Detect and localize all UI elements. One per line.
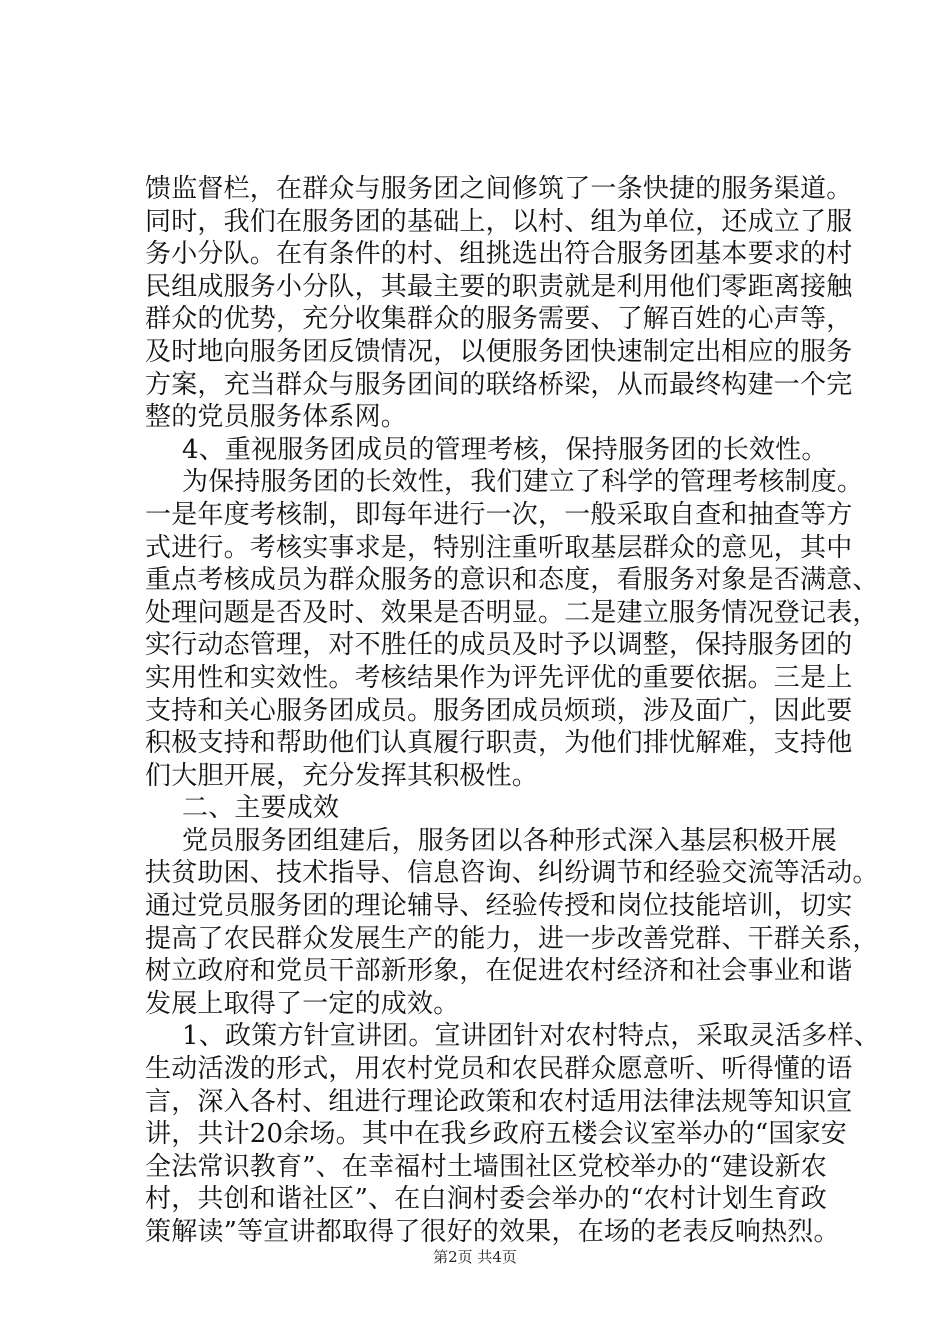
text-line: 党员服务团组建后，服务团以各种形式深入基层积极开展 (182, 825, 838, 856)
text-line: 1、政策方针宣讲团。宣讲团针对农村特点，采取灵活多样、 (182, 1021, 880, 1052)
text-line: 讲，共计20余场。其中在我乡政府五楼会议室举办的“国家安 (145, 1119, 847, 1150)
text-line: 同时，我们在服务团的基础上，以村、组为单位，还成立了服 (145, 206, 853, 237)
text-line: 支持和关心服务团成员。服务团成员烦琐，涉及面广，因此要 (145, 695, 853, 726)
text-line: 式进行。考核实事求是，特别注重听取基层群众的意见，其中 (145, 532, 853, 563)
text-line: 务小分队。在有条件的村、组挑选出符合服务团基本要求的村 (145, 239, 853, 270)
document-body (145, 173, 880, 1249)
text-line: 处理问题是否及时、效果是否明显。二是建立服务情况登记表， (145, 597, 879, 628)
text-line: 一是年度考核制，即每年进行一次，一般采取自查和抽查等方 (145, 499, 853, 530)
text-line: 二、主要成效 (182, 793, 340, 824)
text-line: 村，共创和谐社区”、在白涧村委会举办的“农村计划生育政 (145, 1184, 827, 1215)
text-line: 积极支持和帮助他们认真履行职责，为他们排忧解难，支持他 (145, 728, 853, 759)
text-line: 重点考核成员为群众服务的意识和态度，看服务对象是否满意、 (145, 565, 879, 596)
text-line: 策解读”等宣讲都取得了很好的效果，在场的老表反响热烈。 (145, 1217, 840, 1247)
text-line: 为保持服务团的长效性，我们建立了科学的管理考核制度。 (182, 467, 864, 498)
text-line: 实行动态管理，对不胜任的成员及时予以调整，保持服务团的 (145, 630, 853, 661)
text-line: 民组成服务小分队，其最主要的职责就是利用他们零距离接触 (145, 271, 853, 302)
text-line: 扶贫助困、技术指导、信息咨询、纠纷调节和经验交流等活动。 (145, 858, 879, 889)
text-line: 实用性和实效性。考核结果作为评先评优的重要依据。三是上 (145, 662, 853, 693)
page-footer: 第2页 共4页 (433, 1248, 517, 1266)
text-line: 通过党员服务团的理论辅导、经验传授和岗位技能培训，切实 (145, 891, 853, 922)
text-line: 全法常识教育”、在幸福村土墙围社区党校举办的“建设新农 (145, 1151, 827, 1182)
text-line: 群众的优势，充分收集群众的服务需要、了解百姓的心声等， (145, 304, 853, 335)
text-line: 及时地向服务团反馈情况，以便服务团快速制定出相应的服务 (145, 336, 853, 367)
text-line: 生动活泼的形式，用农村党员和农民群众愿意听、听得懂的语 (145, 1054, 853, 1085)
text-line: 方案，充当群众与服务团间的联络桥梁，从而最终构建一个完 (145, 369, 853, 400)
text-line: 提高了农民群众发展生产的能力，进一步改善党群、干群关系， (145, 923, 879, 954)
text-line: 树立政府和党员干部新形象，在促进农村经济和社会事业和谐 (145, 956, 853, 987)
text-line: 馈监督栏，在群众与服务团之间修筑了一条快捷的服务渠道。 (145, 174, 853, 204)
text-line: 们大胆开展，充分发挥其积极性。 (145, 760, 539, 791)
text-line: 4、重视服务团成员的管理考核，保持服务团的长效性。 (182, 434, 828, 465)
text-line: 言，深入各村、组进行理论政策和农村适用法律法规等知识宣 (145, 1086, 853, 1117)
text-line: 整的党员服务体系网。 (145, 402, 408, 433)
text-line: 发展上取得了一定的成效。 (145, 988, 460, 1019)
